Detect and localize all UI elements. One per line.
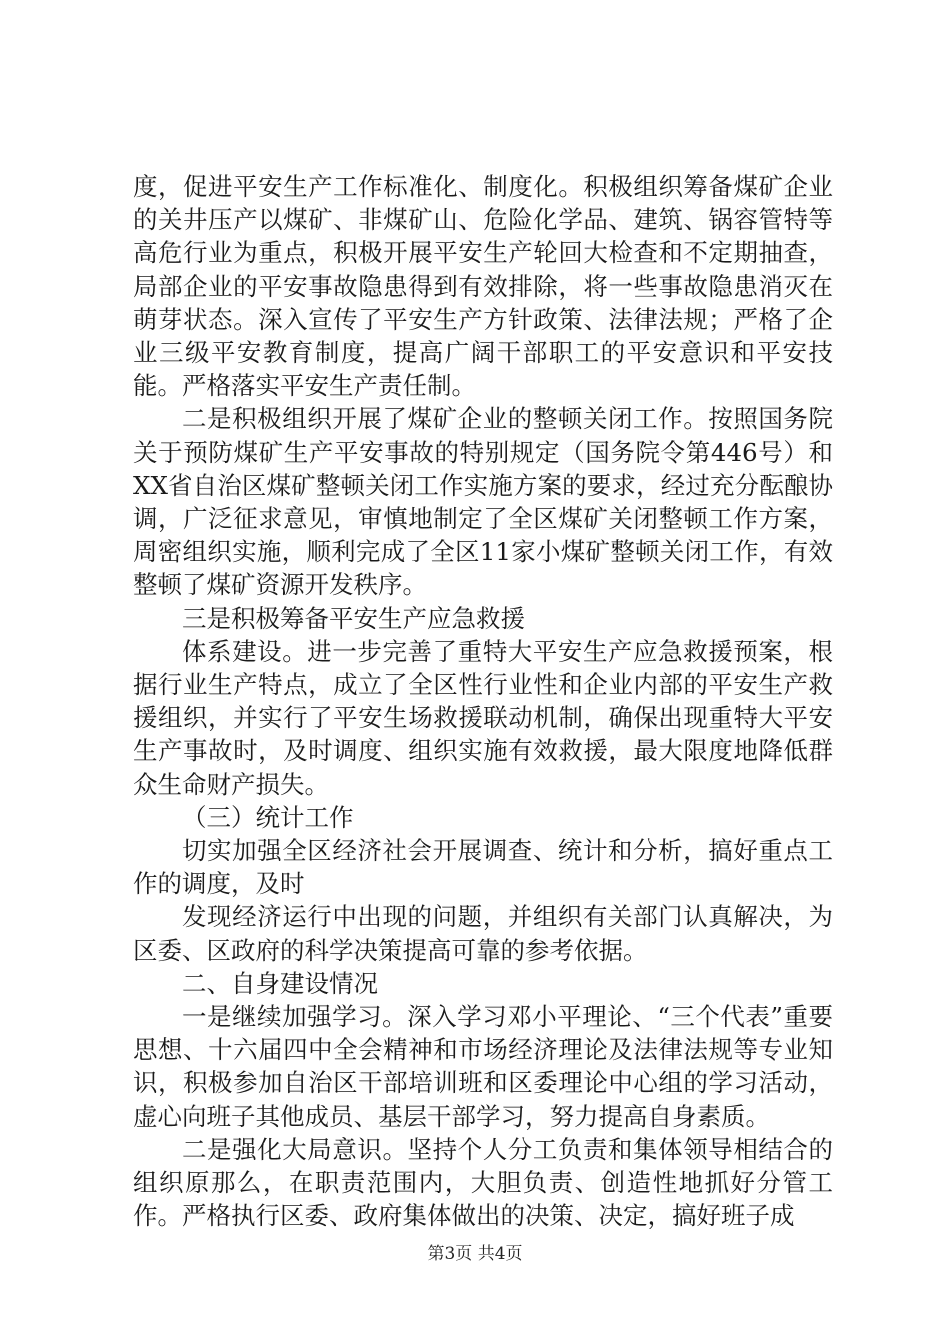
- paragraph-safety-standardization: 度，促进平安生产工作标准化、制度化。积极组织筹备煤矿企业的关井压产以煤矿、非煤矿山、危险化学品、建筑、锅容管特等高危行业为重点，积极开展平安生产轮回大检查和不定期抽查，局部企业的平安事故隐患得到有效排除，将一些事故隐患消灭在萌芽状态。深入宣传了平安生产方针政策、法律法规；严格了企业三级平安教育制度，提高广阔干部职工的平安意识和平安技能。严格落实平安生产责任制。: [133, 172, 833, 401]
- paragraph-emergency-rescue-heading: 三是积极筹备平安生产应急救援: [182, 603, 525, 633]
- paragraph-statistics-work: 切实加强全区经济社会开展调查、统计和分析，搞好重点工作的调度，及时: [133, 836, 833, 899]
- paragraph-overall-awareness: 二是强化大局意识。坚持个人分工负责和集体领导相结合的组织原那么，在职责范围内，大胆负责、创造性地抓好分管工作。严格执行区委、政府集体做出的决策、决定，搞好班子成: [133, 1134, 833, 1231]
- paragraph-economic-issues: 发现经济运行中出现的问题，并组织有关部门认真解决，为区委、区政府的科学决策提高可靠的参考依据。: [133, 902, 833, 965]
- section-heading-self-building: 二、自身建设情况: [182, 968, 378, 998]
- paragraph-rescue-system: 体系建设。进一步完善了重特大平安生产应急救援预案，根据行业生产特点，成立了全区性行业性和企业内部的平安生产救援组织，并实行了平安生场救援联动机制，确保出现重特大平安生产事故时，及时调度、组织实施有效救援，最大限度地降低群众生命财产损失。: [133, 636, 833, 799]
- paragraph-learning: 一是继续加强学习。深入学习邓小平理论、“三个代表”重要思想、十六届四中全会精神和市场经济理论及法律法规等专业知识，积极参加自治区干部培训班和区委理论中心组的学习活动，虚心向班子其他成员、基层干部学习，努力提高自身素质。: [133, 1002, 833, 1131]
- paragraph-coal-mine-closure: 二是积极组织开展了煤矿企业的整顿关闭工作。按照国务院关于预防煤矿生产平安事故的特别规定（国务院令第446号）和XX省自治区煤矿整顿关闭工作实施方案的要求，经过充分酝酿协调，广泛征求意见，审慎地制定了全区煤矿关闭整顿工作方案，周密组织实施，顺利完成了全区11家小煤矿整顿关闭工作，有效整顿了煤矿资源开发秩序。: [133, 404, 833, 600]
- document-body: [133, 170, 833, 1233]
- page-footer: 第3页 共4页: [427, 1244, 523, 1264]
- section-heading-statistics: （三）统计工作: [182, 802, 354, 832]
